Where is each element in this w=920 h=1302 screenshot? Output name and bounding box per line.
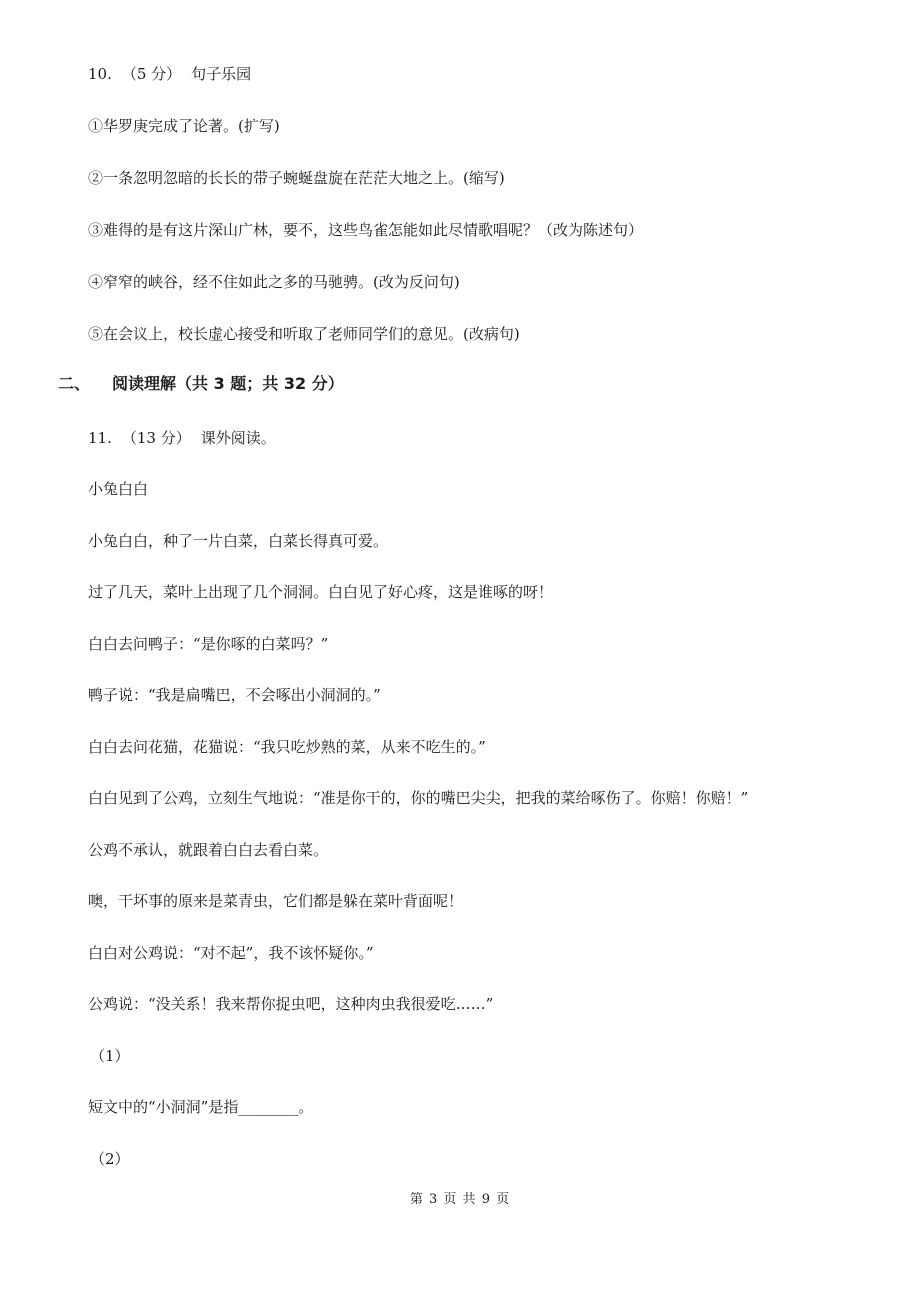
question-number: 10. bbox=[88, 65, 112, 83]
question-number: 11. bbox=[88, 429, 112, 447]
passage-paragraph: 白白去问花猫，花猫说：“我只吃炒熟的菜，从来不吃生的。” bbox=[88, 738, 486, 756]
question-score: （5 分） bbox=[121, 65, 182, 83]
question-10-header bbox=[88, 64, 251, 84]
question-title: 句子乐园 bbox=[191, 65, 252, 83]
section-number: 二、 bbox=[58, 374, 91, 393]
sentence-item-1: ①华罗庚完成了论著。(扩写) bbox=[88, 117, 280, 135]
question-11-header bbox=[88, 428, 276, 448]
subquestion-1-label: （1） bbox=[90, 1047, 130, 1065]
passage-title: 小兔白白 bbox=[88, 480, 149, 498]
question-title: 课外阅读。 bbox=[200, 429, 276, 447]
subquestion-1-text: 短文中的“小洞洞”是指________。 bbox=[88, 1098, 314, 1116]
sentence-item-5: ⑤在会议上，校长虚心接受和听取了老师同学们的意见。(改病句) bbox=[88, 325, 520, 343]
sentence-item-2: ②一条忽明忽暗的长长的带子蜿蜒盘旋在茫茫大地之上。(缩写) bbox=[88, 169, 505, 187]
passage-paragraph: 鸭子说：“我是扁嘴巴，不会啄出小洞洞的。” bbox=[88, 686, 381, 704]
passage-paragraph: 白白见到了公鸡，立刻生气地说：“准是你干的，你的嘴巴尖尖，把我的菜给啄伤了。你赔！你赔！” bbox=[88, 789, 749, 807]
question-score: （13 分） bbox=[121, 429, 191, 447]
section-title: 阅读理解（共 3 题；共 32 分） bbox=[112, 374, 344, 393]
passage-paragraph: 公鸡说：“没关系！我来帮你捉虫吧，这种肉虫我很爱吃……” bbox=[88, 995, 494, 1013]
passage-paragraph: 小兔白白，种了一片白菜，白菜长得真可爱。 bbox=[88, 532, 389, 550]
page-footer: 第 3 页 共 9 页 bbox=[409, 1192, 511, 1207]
subquestion-2-label: （2） bbox=[90, 1150, 130, 1168]
sentence-item-3: ③难得的是有这片深山广林，要不，这些鸟雀怎能如此尽情歌唱呢？（改为陈述句） bbox=[88, 221, 644, 239]
sentence-item-4: ④窄窄的峡谷，经不住如此之多的马驰骋。(改为反问句) bbox=[88, 273, 460, 291]
section-2-heading bbox=[58, 373, 344, 395]
passage-paragraph: 白白对公鸡说：“对不起”，我不该怀疑你。” bbox=[88, 944, 374, 962]
passage-paragraph: 过了几天，菜叶上出现了几个洞洞。白白见了好心疼，这是谁啄的呀！ bbox=[88, 583, 554, 601]
passage-paragraph: 白白去问鸭子：“是你啄的白菜吗？” bbox=[88, 635, 329, 653]
passage-paragraph: 公鸡不承认，就跟着白白去看白菜。 bbox=[88, 841, 329, 859]
passage-paragraph: 噢，干坏事的原来是菜青虫，它们都是躲在菜叶背面呢！ bbox=[88, 892, 464, 910]
